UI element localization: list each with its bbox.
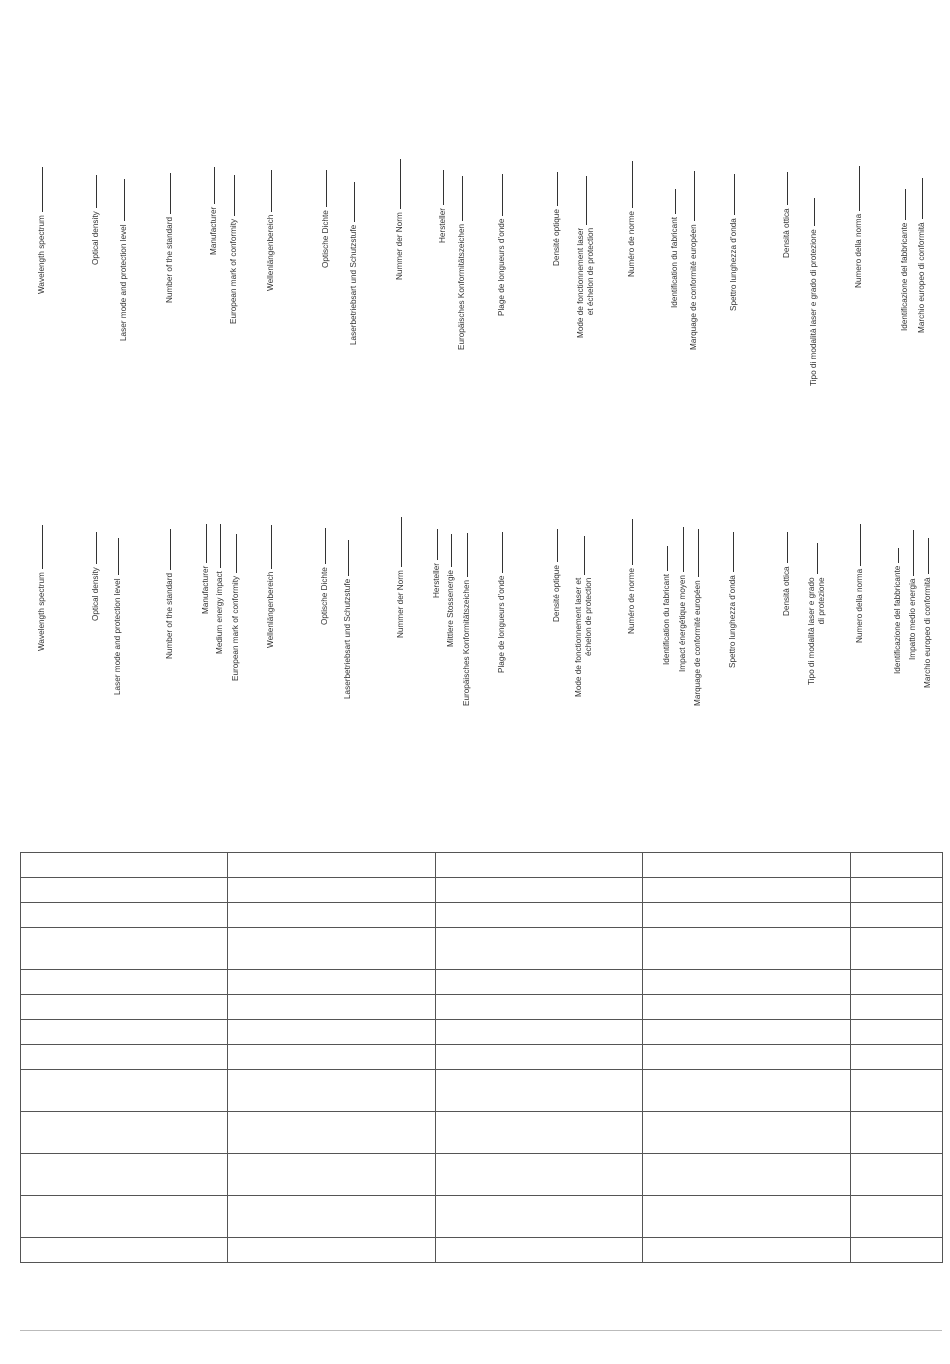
label-text: Identification du fabricant <box>662 573 671 665</box>
bottom-label-10 <box>343 540 353 699</box>
table-row <box>21 1112 943 1154</box>
bottom-label-15 <box>497 532 507 673</box>
table-cell <box>851 903 943 928</box>
leader-line <box>348 540 349 576</box>
label-text: Spettro lunghezza d’onda <box>728 575 737 668</box>
leader-line <box>502 532 503 572</box>
leader-line <box>928 538 929 575</box>
label-text: Wavelength spectrum <box>37 215 46 294</box>
leader-line <box>683 527 684 572</box>
table-cell <box>21 878 228 903</box>
bottom-label-21 <box>693 529 703 706</box>
leader-line <box>898 548 899 563</box>
table-cell <box>436 1238 643 1263</box>
label-text: Manufacturer <box>201 565 210 614</box>
leader-line <box>42 525 43 569</box>
table-cell <box>643 903 851 928</box>
label-text: Optical density <box>91 567 100 621</box>
table-row <box>21 1020 943 1045</box>
table-cell <box>851 853 943 878</box>
table-cell <box>643 928 851 970</box>
bottom-label-19 <box>662 546 672 665</box>
table-cell <box>643 1196 851 1238</box>
bottom-label-13 <box>446 534 456 647</box>
label-text: Marchio europeo di conformità <box>917 222 926 333</box>
table-row <box>21 903 943 928</box>
table-cell <box>851 1045 943 1070</box>
table-row <box>21 995 943 1020</box>
leader-line <box>325 528 326 564</box>
table-row <box>21 928 943 970</box>
table-row <box>21 1070 943 1112</box>
table-cell <box>228 1112 436 1154</box>
leader-line <box>437 529 438 560</box>
table-cell <box>436 903 643 928</box>
label-text: Numero della norma <box>855 568 864 643</box>
table-cell <box>851 1020 943 1045</box>
table-cell <box>21 970 228 995</box>
table-cell <box>851 1196 943 1238</box>
table-cell <box>643 1154 851 1196</box>
bottom-label-23 <box>782 532 792 616</box>
table-cell <box>21 995 228 1020</box>
bottom-label-9 <box>320 528 330 625</box>
label-text: Medium energy impact <box>215 571 224 654</box>
table-cell <box>436 1154 643 1196</box>
label-text: Number of the standard <box>165 572 174 659</box>
label-text: Identificazione del fabbricante <box>893 565 902 674</box>
table-cell <box>436 928 643 970</box>
bottom-label-2 <box>91 532 101 621</box>
label-text: Densità ottica <box>782 566 791 616</box>
table-row <box>21 1045 943 1070</box>
bottom-label-17 <box>574 536 594 697</box>
label-text: Laserbetriebsart und Schutzstufe <box>343 578 352 699</box>
table-cell <box>228 1238 436 1263</box>
bottom-label-1 <box>37 525 47 651</box>
label-text: Numéro de norme <box>627 568 636 634</box>
table-row <box>21 1154 943 1196</box>
table-cell <box>643 1070 851 1112</box>
table-cell <box>436 853 643 878</box>
label-text: Impact énergétique moyen <box>678 575 687 672</box>
table-cell <box>21 853 228 878</box>
bottom-label-22 <box>728 532 738 668</box>
table-cell <box>851 878 943 903</box>
leader-line <box>817 543 818 575</box>
footer-divider <box>20 1330 942 1331</box>
leader-line <box>787 532 788 563</box>
label-text: Number of the standard <box>165 216 174 303</box>
label-text: Mittlere Stossenergie <box>446 570 455 647</box>
table-cell <box>436 878 643 903</box>
leader-line <box>733 532 734 573</box>
bottom-label-12 <box>432 529 442 598</box>
leader-line <box>206 524 207 563</box>
table-cell <box>436 1196 643 1238</box>
leader-line <box>860 524 861 566</box>
table-cell <box>643 970 851 995</box>
bottom-label-6 <box>215 524 225 654</box>
table-cell <box>21 1112 228 1154</box>
table-cell <box>851 928 943 970</box>
bottom-label-3 <box>113 538 123 695</box>
table-cell <box>436 1045 643 1070</box>
bottom-label-14 <box>462 533 472 706</box>
label-text: Densité optique <box>552 565 561 622</box>
table-cell <box>228 853 436 878</box>
label-text: Densité optique <box>552 209 561 266</box>
table-cell <box>851 970 943 995</box>
label-text: Impatto medio energia <box>908 578 917 660</box>
bottom-label-8 <box>266 525 276 648</box>
table-cell <box>851 1112 943 1154</box>
label-text: Wellenlängenbereich <box>266 571 275 648</box>
table-cell <box>643 995 851 1020</box>
bottom-label-28 <box>923 538 933 688</box>
bottom-label-18 <box>627 519 637 634</box>
label-text: Plage de longueurs d’onde <box>497 218 506 316</box>
leader-line <box>96 532 97 565</box>
table-cell <box>436 1070 643 1112</box>
table-cell <box>21 1020 228 1045</box>
label-text: Plage de longueurs d’onde <box>497 575 506 673</box>
table-cell <box>643 878 851 903</box>
label-text: Identification du fabricant <box>670 216 679 308</box>
table-cell <box>228 1045 436 1070</box>
label-text: Densità ottica <box>782 208 791 258</box>
table-row <box>21 853 943 878</box>
table-cell <box>436 1112 643 1154</box>
bottom-label-26 <box>893 548 903 674</box>
label-text: Manufacturer <box>209 206 218 255</box>
label-text: Optische Dichte <box>320 567 329 625</box>
label-text: Hersteller <box>438 207 447 243</box>
table-cell <box>21 928 228 970</box>
bottom-label-20 <box>678 527 688 672</box>
table-cell <box>436 1020 643 1045</box>
label-text: Spettro lunghezza d’onda <box>729 218 738 311</box>
leader-line <box>557 529 558 562</box>
label-text: Marquage de conformité européen <box>693 580 702 706</box>
table-cell <box>851 995 943 1020</box>
blank-form-table <box>20 852 943 1263</box>
leader-line <box>401 517 402 567</box>
label-text: Marchio europeo di conformità <box>923 577 932 688</box>
table-cell <box>851 1070 943 1112</box>
table-cell <box>643 1238 851 1263</box>
leader-line <box>667 546 668 571</box>
label-text: Marquage de conformité européen <box>689 224 698 350</box>
table-cell <box>228 878 436 903</box>
table-cell <box>436 995 643 1020</box>
leader-line <box>467 533 468 577</box>
table-cell <box>21 1045 228 1070</box>
table-cell <box>228 1196 436 1238</box>
table-cell <box>851 1154 943 1196</box>
table-cell <box>21 1154 228 1196</box>
bottom-label-27 <box>908 530 918 660</box>
label-text: Wavelength spectrum <box>37 572 46 651</box>
bottom-label-24 <box>807 543 827 685</box>
table-cell <box>21 903 228 928</box>
bottom-label-7 <box>231 534 241 681</box>
table-cell <box>643 1020 851 1045</box>
leader-line <box>584 536 585 575</box>
label-text: Identificazione del fabbricante <box>900 222 909 331</box>
table-cell <box>643 853 851 878</box>
label-text: European mark of conformity <box>231 575 240 681</box>
table-row <box>21 878 943 903</box>
label-text: Tipo di modalità laser e grado di protezione <box>809 229 818 386</box>
table-row <box>21 970 943 995</box>
leader-line <box>236 534 237 573</box>
label-text: Laserbetriebsart und Schutzstufe <box>349 224 358 345</box>
label-text: Laser mode and protection level <box>119 224 128 341</box>
label-text: Europäisches Konformitätszeichen <box>457 223 466 350</box>
leader-line <box>118 538 119 575</box>
bottom-label-16 <box>552 529 562 622</box>
table-cell <box>228 970 436 995</box>
label-text: Numero della norma <box>854 213 863 288</box>
label-text: Numéro de norme <box>627 211 636 277</box>
label-text: European mark of conformity <box>229 218 238 324</box>
bottom-label-4 <box>165 529 175 659</box>
label-text: Optische Dichte <box>321 210 330 268</box>
bottom-label-25 <box>855 524 865 643</box>
label-text: Mode de fonctionnement laser et échelon de protection <box>576 227 595 338</box>
label-text: Optical density <box>91 211 100 265</box>
leader-line <box>271 525 272 568</box>
bottom-label-5 <box>201 524 211 614</box>
bottom-label-11 <box>396 517 406 638</box>
label-text: Europäisches Konformitätszeichen <box>462 579 471 706</box>
label-text: Mode de fonctionnement laser et échelon de protection <box>574 577 593 697</box>
table-cell <box>228 995 436 1020</box>
leader-line <box>632 519 633 565</box>
table-cell <box>643 1112 851 1154</box>
label-text: Laser mode and protection level <box>113 578 122 695</box>
label-text: Hersteller <box>432 562 441 598</box>
table-cell <box>851 1238 943 1263</box>
leader-line <box>451 534 452 567</box>
table-row <box>21 1196 943 1238</box>
table-cell <box>228 903 436 928</box>
label-text: Nummer der Norm <box>396 570 405 638</box>
table-cell <box>436 970 643 995</box>
table-cell <box>21 1238 228 1263</box>
label-text: Tipo di modalità laser e grado di protezione <box>807 577 826 685</box>
leader-line <box>913 530 914 576</box>
table-cell <box>228 928 436 970</box>
leader-line <box>698 529 699 577</box>
leader-line <box>170 529 171 570</box>
table-cell <box>643 1045 851 1070</box>
label-text: Nummer der Norm <box>395 212 404 280</box>
table-cell <box>21 1070 228 1112</box>
label-text: Wellenlängenbereich <box>266 214 275 291</box>
table-row <box>21 1238 943 1263</box>
table-cell <box>21 1196 228 1238</box>
table-cell <box>228 1154 436 1196</box>
table-cell <box>228 1020 436 1045</box>
leader-line <box>220 524 221 568</box>
table-cell <box>228 1070 436 1112</box>
